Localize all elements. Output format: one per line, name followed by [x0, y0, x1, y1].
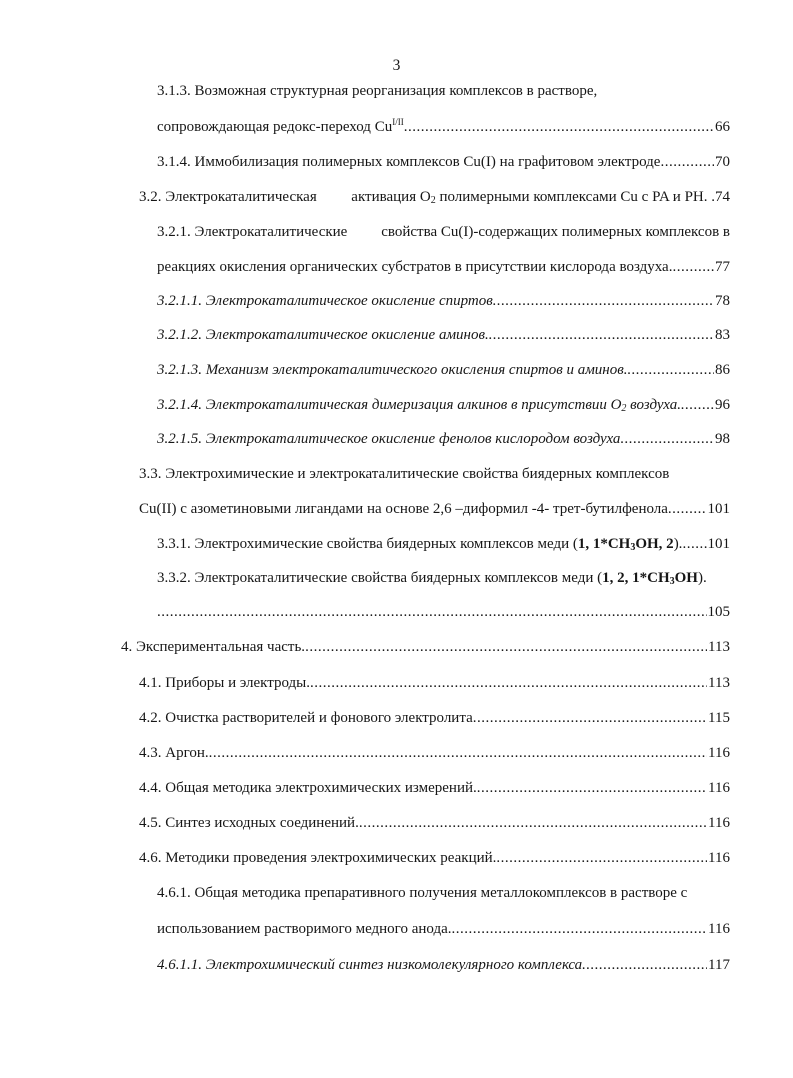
toc-entry-text: 3.2.1.3. Механизм электрокаталитического окисления спиртов и аминов.	[157, 362, 628, 378]
subscript: 2	[430, 195, 436, 206]
toc-entry-text: 3.3.2. Электрокаталитические свойства биядерных комплексов меди (	[157, 570, 603, 586]
toc-entry-4-6-1[interactable]	[157, 882, 730, 904]
toc-page-number: 115	[708, 710, 730, 726]
toc-entry-4-4[interactable]	[139, 777, 730, 799]
toc-entry-text: 3.2.1. Электрокаталитические	[157, 224, 348, 240]
toc-page-number: 113	[708, 675, 730, 691]
toc-entry-text: реакциях окисления органических субстратов в присутствии кислорода воздуха.	[157, 259, 673, 275]
leader-dots	[668, 498, 707, 520]
toc-entry-3-3[interactable]	[139, 463, 730, 485]
toc-entry-text: 3.3. Электрохимические и электрокаталитические свойства биядерных комплексов	[139, 466, 670, 482]
toc-entry-text: 3.2.1.4. Электрокаталитическая димеризация алкинов в присутствии O	[157, 397, 622, 413]
compound-label: OH	[674, 570, 698, 586]
toc-entry-3-2[interactable]	[139, 186, 730, 208]
toc-entry-3-1-3-cont[interactable]	[157, 116, 730, 138]
toc-entry-4-6-1-cont[interactable]	[157, 918, 730, 940]
toc-entry-text: 4.6.1. Общая методика препаративного получения металлокомплексов в растворе с	[157, 885, 688, 901]
toc-entry-3-3-2-cont[interactable]	[157, 601, 730, 623]
toc-entry-text: свойства Cu(I)-содержащих полимерных комплексов в	[381, 224, 730, 240]
toc-entry-text: 3.1.3. Возможная структурная реорганизация комплексов в растворе,	[157, 83, 598, 99]
leader-dots	[473, 707, 707, 729]
compound-label: 1, 1*CH	[577, 536, 631, 552]
toc-entry-text: 3.2.1.2. Электрокаталитическое окисление аминов.	[157, 327, 489, 343]
toc-page-number: 116	[708, 780, 730, 796]
toc-entry-text: 4.6.1.1. Электрохимический синтез низкомолекулярного комплекса	[157, 957, 583, 973]
toc-entry-3-3-1[interactable]	[157, 533, 730, 555]
toc-entry-text: активация O	[351, 189, 431, 205]
toc-entry-text: 4.2. Очистка растворителей и фонового электролита	[139, 710, 473, 726]
leader-dots	[209, 742, 707, 764]
toc-page-number: 116	[708, 745, 730, 761]
toc-page-number: 66	[715, 119, 730, 135]
toc-page-number: 101	[707, 536, 730, 552]
toc-entry-text: ).	[673, 536, 683, 552]
toc-entry-text: 4.5. Синтез исходных соединений.	[139, 815, 359, 831]
leader-dots	[620, 428, 714, 450]
toc-entry-4-2[interactable]	[139, 707, 730, 729]
toc-entry-text: 4. Экспериментальная часть.	[121, 639, 306, 655]
toc-entry-3-2-1-5[interactable]	[157, 428, 730, 450]
toc-entry-text: 3.2. Электрокаталитическая	[139, 189, 317, 205]
toc-page-number: 101	[707, 501, 730, 517]
toc-entry-3-2-1-1[interactable]	[157, 290, 730, 312]
subscript: 2	[621, 403, 627, 414]
toc-entry-4[interactable]	[121, 636, 730, 658]
toc-entry-text: 4.1. Приборы и электроды.	[139, 675, 311, 691]
leader-dots	[582, 954, 707, 976]
leader-dots	[682, 533, 706, 555]
toc-entry-3-2-1[interactable]	[157, 221, 730, 243]
toc-page-number: 74	[715, 189, 730, 205]
toc-page-number: 86	[715, 362, 730, 378]
page-number: 3	[392, 57, 401, 74]
toc-entry-text: 3.2.1.5. Электрокаталитическое окисление фенолов кислородом воздуха	[157, 431, 621, 447]
leader-dots	[359, 812, 707, 834]
toc-page-number: 96	[715, 397, 730, 413]
toc-page-number: 78	[715, 293, 730, 309]
toc-entry-text: 4.3. Аргон.	[139, 745, 209, 761]
toc-entry-4-5[interactable]	[139, 812, 730, 834]
toc-entry-text: полимерными комплексами Cu с PA и PH. .	[435, 189, 715, 205]
toc-page-number: 117	[708, 957, 730, 973]
toc-page-number: 105	[707, 604, 730, 620]
subscript: 3	[669, 576, 675, 587]
toc-entry-text: 4.6. Методики проведения электрохимических реакций.	[139, 850, 497, 866]
toc-entry-3-3-2[interactable]	[157, 567, 730, 589]
toc-entry-text: 3.3.1. Электрохимические свойства биядерных комплексов меди (	[157, 536, 578, 552]
toc-page-number: 116	[708, 815, 730, 831]
toc-page-number: 116	[708, 850, 730, 866]
leader-dots	[493, 290, 714, 312]
toc-page-number: 98	[715, 431, 730, 447]
toc-entry-text: ).	[697, 570, 707, 586]
toc-entry-4-3[interactable]	[139, 742, 730, 764]
toc-page-number: 77	[715, 259, 730, 275]
leader-dots	[157, 601, 707, 623]
superscript: I/II	[392, 117, 404, 127]
leader-dots	[477, 777, 707, 799]
toc-entry-text: использованием растворимого медного анода.	[157, 921, 452, 937]
toc-entry-text: 3.1.4. Иммобилизация полимерных комплексов Cu(I) на графитовом электроде	[157, 154, 661, 170]
toc-entry-3-1-3[interactable]	[157, 80, 717, 102]
toc-entry-text: 4.4. Общая методика электрохимических измерений.	[139, 780, 477, 796]
leader-dots	[660, 151, 714, 173]
leader-dots	[404, 116, 714, 138]
toc-entry-text: сопровождающая редокс-переход Cu	[157, 119, 393, 135]
toc-entry-4-1[interactable]	[139, 672, 730, 694]
toc-page-number: 70	[715, 154, 730, 170]
toc-entry-text: воздуха.	[626, 397, 682, 413]
toc-entry-3-2-1-4[interactable]	[157, 394, 730, 416]
leader-dots	[452, 918, 708, 940]
toc-page-number: 83	[715, 327, 730, 343]
leader-dots	[305, 636, 707, 658]
toc-page-number: 113	[708, 639, 730, 655]
toc-entry-4-6[interactable]	[139, 847, 730, 869]
compound-label: OH, 2	[635, 536, 674, 552]
leader-dots	[628, 359, 714, 381]
subscript: 3	[630, 542, 636, 553]
toc-entry-text: Cu(II) с азометиновыми лигандами на основе 2,6 –диформил -4- трет-бутилфенола	[139, 501, 668, 517]
leader-dots	[681, 394, 714, 416]
toc-entry-3-3-cont[interactable]	[139, 498, 730, 520]
toc-entry-text: 3.2.1.1. Электрокаталитическое окисление спиртов	[157, 293, 493, 309]
toc-entry-3-1-4[interactable]	[157, 151, 730, 173]
leader-dots	[489, 324, 714, 346]
toc-entry-3-2-1-2[interactable]	[157, 324, 730, 346]
leader-dots	[672, 256, 714, 278]
toc-page-number: 116	[708, 921, 730, 937]
leader-dots	[310, 672, 707, 694]
leader-dots	[496, 847, 707, 869]
toc-entry-3-2-1-3[interactable]	[157, 359, 730, 381]
compound-label: 1, 2, 1*CH	[602, 570, 670, 586]
toc-entry-3-2-1-cont[interactable]	[157, 256, 730, 278]
toc-entry-4-6-1-1[interactable]	[157, 954, 730, 976]
